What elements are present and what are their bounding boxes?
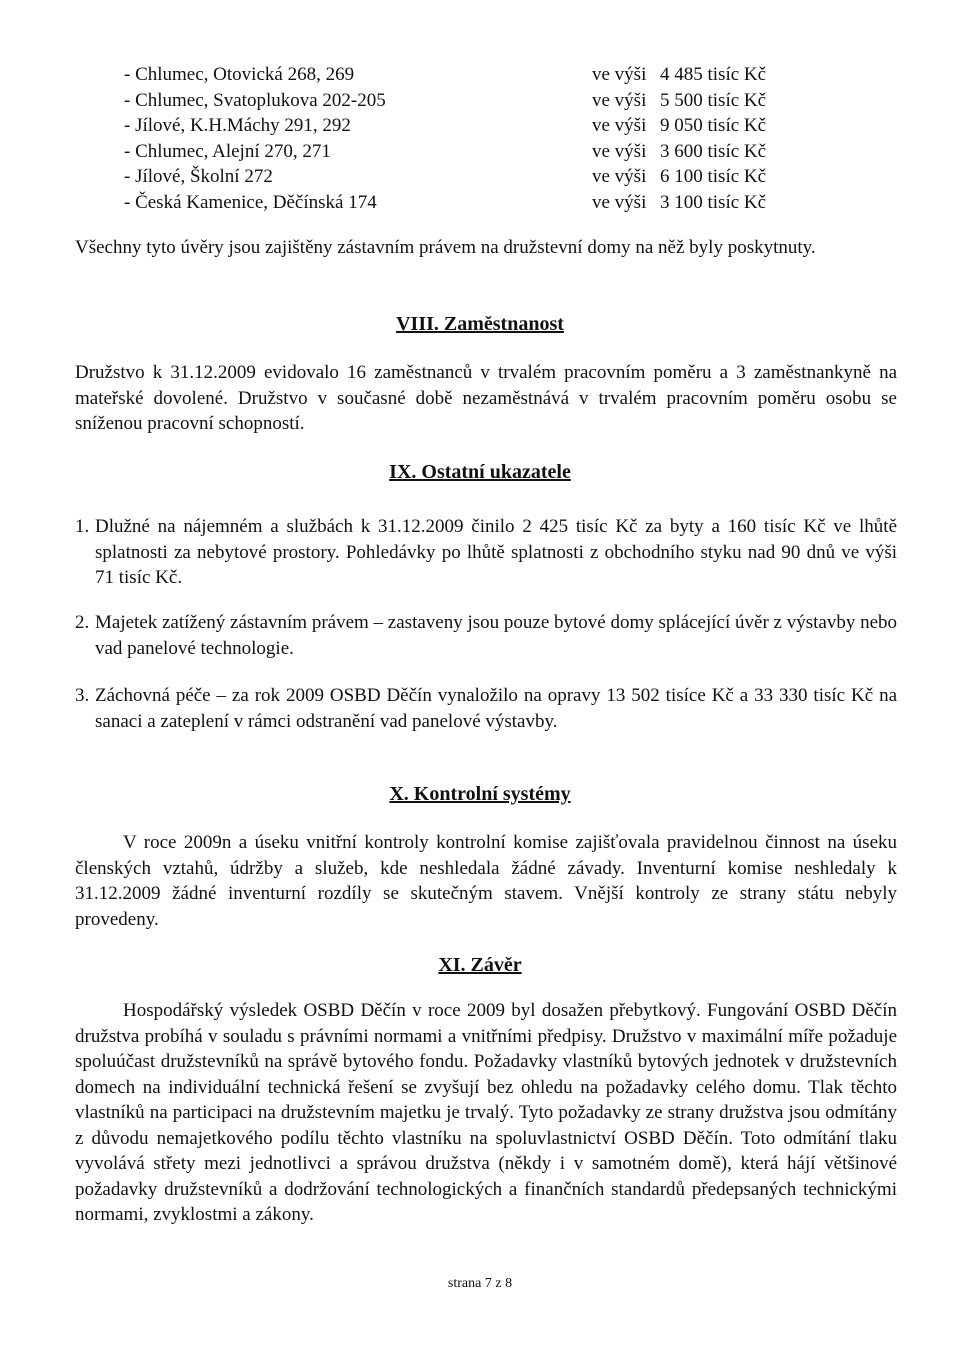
item-text: Majetek zatížený zástavním právem – zastaveny jsou pouze bytové domy splácející úvěr z výstavby nebo vad panelové technologie. bbox=[95, 612, 897, 659]
loan-amount: 6 100 tisíc Kč bbox=[660, 166, 767, 188]
item-text: Dlužné na nájemném a službách k 31.12.2009 činilo 2 425 tisíc Kč za byty a 160 tisíc Kč ve lhůtě splatnosti za nebytové prostory. Pohledávky po lhůtě splatnosti z obchodního styku nad 90 dnů ve výši 71 tisíc Kč. bbox=[95, 516, 897, 588]
section-x-title: X. Kontrolní systémy bbox=[389, 783, 571, 805]
ix-item-1 bbox=[75, 514, 897, 591]
section-xi-title: XI. Závěr bbox=[438, 954, 522, 976]
loan-amount: 4 485 tisíc Kč bbox=[660, 64, 767, 85]
item-number: 3. bbox=[75, 685, 90, 706]
loan-row bbox=[124, 139, 824, 165]
loan-amount: 3 100 tisíc Kč bbox=[660, 191, 767, 213]
section-ix-title: IX. Ostatní ukazatele bbox=[389, 461, 571, 483]
loan-prefix: ve výši bbox=[592, 115, 647, 137]
section-viii-title: VIII. Zaměstnanost bbox=[396, 313, 564, 335]
loan-prefix: ve výši bbox=[592, 191, 647, 213]
loan-row bbox=[124, 190, 824, 216]
ix-item-3 bbox=[75, 683, 897, 734]
loan-prefix: ve výši bbox=[592, 140, 647, 162]
loan-place: - Chlumec, Svatoplukova 202-205 bbox=[124, 89, 386, 111]
loan-amount: 5 500 tisíc Kč bbox=[660, 89, 767, 111]
loan-prefix: ve výši bbox=[592, 64, 647, 85]
loan-list bbox=[124, 62, 824, 216]
loan-prefix: ve výši bbox=[592, 166, 647, 188]
ix-item-2 bbox=[75, 610, 897, 661]
loan-row bbox=[124, 164, 824, 190]
loan-row bbox=[124, 62, 824, 88]
loan-amount: 9 050 tisíc Kč bbox=[660, 115, 767, 137]
loans-note: Všechny tyto úvěry jsou zajištěny zástavním právem na družstevní domy na něž byly poskytnuty. bbox=[75, 237, 816, 258]
item-number: 2. bbox=[75, 612, 90, 633]
section-xi-text: Hospodářský výsledek OSBD Děčín v roce 2009 byl dosažen přebytkový. Fungování OSBD Děčín družstva probíhá v souladu s právními normami a vnitřními předpisy. Družstvo v maximální míře požaduje spoluúčast družstevníků na správě bytového fondu. Požadavky vlastníků bytových jednotek v družstevních domech na individuální technická řešení se zvyšují bez ohledu na požadavky celého domu. Tlak těchto vlastníků na participaci na družstevním majetku je trvalý. Tyto požadavky ze strany družstva jsou odmítány z důvodu nemajetkového podílu těchto vlastníku na spoluvlastnictví OSBD Děčín. Toto odmítání tlaku vyvolává střety mezi jednotlivci a správou družstva (někdy i v samotném domě), která hájí většinové požadavky družstevníků a dodržování technologických a finančních standardů předepsaných technickými normami, zvyklostmi a zákony. bbox=[75, 1000, 897, 1225]
section-viii-text: Družstvo k 31.12.2009 evidovalo 16 zaměstnanců v trvalém pracovním poměru a 3 zaměstnankyně na mateřské dovolené. Družstvo v současné době nezaměstnává v trvalém pracovním poměru osobu se sníženou pracovní schopností. bbox=[75, 362, 897, 434]
loan-place: - Chlumec, Alejní 270, 271 bbox=[124, 140, 331, 162]
section-x-text: V roce 2009n a úseku vnitřní kontroly kontrolní komise zajišťovala pravidelnou činnost na úseku členských vztahů, údržby a služeb, kde neshledala žádné závady. Inventurní komise neshledaly k 31.12.2009 žádné inventurní rozdíly se skutečným stavem. Vnější kontroly ze strany státu nebyly provedeny. bbox=[75, 832, 897, 930]
loan-row bbox=[124, 88, 824, 114]
loan-prefix: ve výši bbox=[592, 89, 647, 111]
page-number: strana 7 z 8 bbox=[447, 1276, 513, 1291]
item-text: Záchovná péče – za rok 2009 OSBD Děčín vynaložilo na opravy 13 502 tisíce Kč a 33 330 tisíc Kč na sanaci a zateplení v rámci odstranění vad panelové výstavby. bbox=[95, 685, 897, 732]
loan-row bbox=[124, 113, 824, 139]
loan-place: - Jílové, Školní 272 bbox=[124, 166, 273, 188]
loan-place: - Jílové, K.H.Máchy 291, 292 bbox=[124, 115, 351, 137]
loan-place: - Chlumec, Otovická 268, 269 bbox=[124, 64, 355, 85]
loan-amount: 3 600 tisíc Kč bbox=[660, 140, 767, 162]
loan-place: - Česká Kamenice, Děčínská 174 bbox=[124, 191, 377, 213]
item-number: 1. bbox=[75, 516, 90, 537]
